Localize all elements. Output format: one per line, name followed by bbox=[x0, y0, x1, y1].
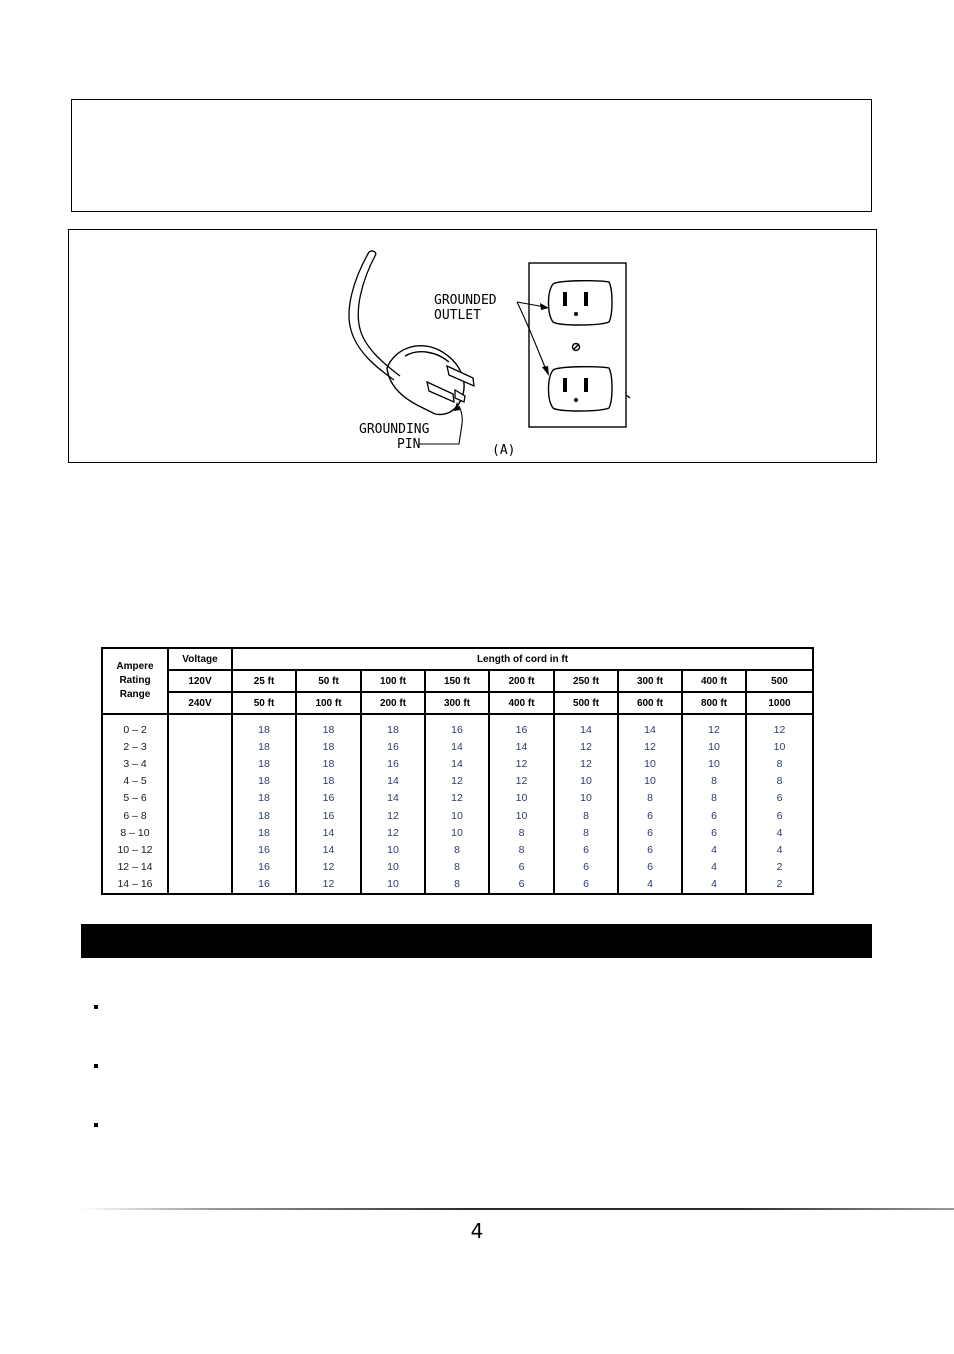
voltage-cell bbox=[168, 807, 232, 824]
length-120-header: 500 bbox=[746, 670, 813, 692]
voltage-cell bbox=[168, 714, 232, 738]
gauge-cell: 16 bbox=[296, 790, 361, 807]
voltage-cell bbox=[168, 738, 232, 755]
pin-label: PIN bbox=[397, 437, 421, 452]
gauge-cell: 18 bbox=[296, 738, 361, 755]
ampere-range-cell: 5 – 6 bbox=[102, 790, 168, 807]
length-120-header: 200 ft bbox=[489, 670, 554, 692]
gauge-cell: 18 bbox=[232, 807, 296, 824]
length-240-header: 800 ft bbox=[682, 692, 746, 714]
gauge-cell: 8 bbox=[682, 773, 746, 790]
gauge-cell: 8 bbox=[682, 790, 746, 807]
length-120-header: 100 ft bbox=[361, 670, 425, 692]
extension-cord-gauge-table bbox=[101, 647, 814, 895]
ampere-range-cell: 14 – 16 bbox=[102, 876, 168, 894]
length-120-header: 150 ft bbox=[425, 670, 489, 692]
gauge-cell: 10 bbox=[554, 773, 618, 790]
gauge-cell: 14 bbox=[425, 738, 489, 755]
gauge-cell: 18 bbox=[232, 773, 296, 790]
gauge-cell: 16 bbox=[232, 859, 296, 876]
gauge-cell: 16 bbox=[361, 738, 425, 755]
ampere-range-cell: 10 – 12 bbox=[102, 841, 168, 858]
gauge-cell: 18 bbox=[232, 755, 296, 772]
figure-caption: (A) bbox=[492, 443, 516, 458]
length-240-header: 1000 bbox=[746, 692, 813, 714]
table-row bbox=[102, 807, 813, 824]
bullet-marker bbox=[94, 1005, 98, 1009]
gauge-cell: 6 bbox=[746, 790, 813, 807]
gauge-cell: 8 bbox=[554, 824, 618, 841]
gauge-cell: 6 bbox=[554, 859, 618, 876]
gauge-cell: 6 bbox=[618, 824, 682, 841]
table-row bbox=[102, 790, 813, 807]
ampere-header: Ampere Rating Range bbox=[102, 648, 168, 714]
voltage-cell bbox=[168, 876, 232, 894]
table-row bbox=[102, 755, 813, 772]
gauge-cell: 4 bbox=[746, 824, 813, 841]
gauge-cell: 12 bbox=[554, 738, 618, 755]
gauge-cell: 14 bbox=[554, 714, 618, 738]
gauge-cell: 10 bbox=[746, 738, 813, 755]
voltage-cell bbox=[168, 841, 232, 858]
gauge-cell: 6 bbox=[746, 807, 813, 824]
bullet-marker bbox=[94, 1064, 98, 1068]
gauge-cell: 2 bbox=[746, 859, 813, 876]
gauge-cell: 6 bbox=[618, 807, 682, 824]
gauge-cell: 10 bbox=[618, 755, 682, 772]
footer-divider bbox=[80, 1208, 954, 1210]
length-240-header: 400 ft bbox=[489, 692, 554, 714]
gauge-cell: 8 bbox=[746, 773, 813, 790]
gauge-cell: 12 bbox=[618, 738, 682, 755]
gauge-cell: 10 bbox=[425, 807, 489, 824]
gauge-cell: 16 bbox=[425, 714, 489, 738]
plug-body bbox=[387, 346, 464, 415]
gauge-cell: 6 bbox=[682, 824, 746, 841]
gauge-cell: 10 bbox=[361, 859, 425, 876]
gauge-cell: 4 bbox=[682, 876, 746, 894]
gauge-cell: 4 bbox=[682, 859, 746, 876]
gauge-cell: 10 bbox=[554, 790, 618, 807]
grounded-plug-illustration bbox=[69, 230, 878, 464]
gauge-cell: 6 bbox=[618, 859, 682, 876]
table-row bbox=[102, 824, 813, 841]
section-header-bar bbox=[81, 924, 872, 958]
gauge-cell: 14 bbox=[296, 824, 361, 841]
ampere-range-cell: 8 – 10 bbox=[102, 824, 168, 841]
gauge-cell: 10 bbox=[425, 824, 489, 841]
gauge-cell: 14 bbox=[618, 714, 682, 738]
gauge-cell: 12 bbox=[296, 859, 361, 876]
gauge-cell: 14 bbox=[296, 841, 361, 858]
gauge-cell: 12 bbox=[425, 790, 489, 807]
voltage-240: 240V bbox=[168, 692, 232, 714]
gauge-cell: 8 bbox=[746, 755, 813, 772]
gauge-cell: 16 bbox=[361, 755, 425, 772]
gauge-cell: 18 bbox=[232, 790, 296, 807]
gauge-cell: 12 bbox=[682, 714, 746, 738]
outlet-plate bbox=[529, 263, 630, 427]
gauge-cell: 12 bbox=[296, 876, 361, 894]
gauge-cell: 10 bbox=[361, 841, 425, 858]
length-120-header: 250 ft bbox=[554, 670, 618, 692]
voltage-header: Voltage bbox=[168, 648, 232, 670]
gauge-cell: 16 bbox=[232, 841, 296, 858]
gauge-cell: 6 bbox=[554, 876, 618, 894]
gauge-cell: 6 bbox=[489, 859, 554, 876]
gauge-cell: 8 bbox=[425, 841, 489, 858]
gauge-cell: 6 bbox=[554, 841, 618, 858]
length-120-header: 25 ft bbox=[232, 670, 296, 692]
gauge-cell: 18 bbox=[296, 755, 361, 772]
gauge-cell: 16 bbox=[232, 876, 296, 894]
gauge-cell: 12 bbox=[489, 755, 554, 772]
table-row bbox=[102, 876, 813, 894]
grounded-label: GROUNDED bbox=[434, 293, 497, 308]
grounding-label: GROUNDING bbox=[359, 422, 430, 437]
gauge-cell: 10 bbox=[682, 755, 746, 772]
gauge-cell: 12 bbox=[554, 755, 618, 772]
voltage-cell bbox=[168, 790, 232, 807]
gauge-cell: 10 bbox=[489, 807, 554, 824]
table-row bbox=[102, 773, 813, 790]
gauge-cell: 4 bbox=[682, 841, 746, 858]
page-number: 4 bbox=[470, 1219, 484, 1243]
gauge-cell: 6 bbox=[489, 876, 554, 894]
grounding-figure-box bbox=[68, 229, 877, 463]
gauge-cell: 8 bbox=[489, 824, 554, 841]
gauge-cell: 12 bbox=[425, 773, 489, 790]
voltage-120: 120V bbox=[168, 670, 232, 692]
voltage-cell bbox=[168, 824, 232, 841]
gauge-cell: 14 bbox=[489, 738, 554, 755]
gauge-cell: 18 bbox=[232, 714, 296, 738]
table-row bbox=[102, 714, 813, 738]
voltage-cell bbox=[168, 773, 232, 790]
gauge-cell: 14 bbox=[425, 755, 489, 772]
gauge-cell: 10 bbox=[489, 790, 554, 807]
ampere-range-cell: 0 – 2 bbox=[102, 714, 168, 738]
gauge-cell: 12 bbox=[361, 807, 425, 824]
plug-prongs bbox=[427, 366, 474, 402]
gauge-cell: 16 bbox=[489, 714, 554, 738]
voltage-cell bbox=[168, 859, 232, 876]
table-row bbox=[102, 859, 813, 876]
gauge-cell: 10 bbox=[618, 773, 682, 790]
power-cord bbox=[349, 251, 400, 380]
table-row bbox=[102, 738, 813, 755]
length-120-header: 300 ft bbox=[618, 670, 682, 692]
length-240-header: 50 ft bbox=[232, 692, 296, 714]
gauge-cell: 18 bbox=[232, 738, 296, 755]
length-120-header: 50 ft bbox=[296, 670, 361, 692]
gauge-cell: 14 bbox=[361, 790, 425, 807]
bullet-marker bbox=[94, 1123, 98, 1127]
gauge-cell: 4 bbox=[746, 841, 813, 858]
gauge-cell: 18 bbox=[296, 773, 361, 790]
ampere-range-cell: 3 – 4 bbox=[102, 755, 168, 772]
length-240-header: 600 ft bbox=[618, 692, 682, 714]
ampere-range-cell: 6 – 8 bbox=[102, 807, 168, 824]
gauge-cell: 18 bbox=[361, 714, 425, 738]
gauge-cell: 12 bbox=[489, 773, 554, 790]
gauge-cell: 12 bbox=[361, 824, 425, 841]
gauge-cell: 8 bbox=[425, 859, 489, 876]
gauge-cell: 8 bbox=[618, 790, 682, 807]
gauge-cell: 4 bbox=[618, 876, 682, 894]
ampere-range-cell: 4 – 5 bbox=[102, 773, 168, 790]
length-240-header: 200 ft bbox=[361, 692, 425, 714]
voltage-cell bbox=[168, 755, 232, 772]
gauge-cell: 14 bbox=[361, 773, 425, 790]
gauge-cell: 18 bbox=[232, 824, 296, 841]
length-120-header: 400 ft bbox=[682, 670, 746, 692]
gauge-cell: 10 bbox=[361, 876, 425, 894]
length-240-header: 100 ft bbox=[296, 692, 361, 714]
ampere-range-cell: 2 – 3 bbox=[102, 738, 168, 755]
gauge-cell: 8 bbox=[554, 807, 618, 824]
gauge-cell: 8 bbox=[489, 841, 554, 858]
table-row bbox=[102, 841, 813, 858]
ampere-range-cell: 12 – 14 bbox=[102, 859, 168, 876]
gauge-cell: 6 bbox=[682, 807, 746, 824]
gauge-cell: 10 bbox=[682, 738, 746, 755]
gauge-cell: 12 bbox=[746, 714, 813, 738]
length-240-header: 500 ft bbox=[554, 692, 618, 714]
gauge-cell: 8 bbox=[425, 876, 489, 894]
gauge-cell: 2 bbox=[746, 876, 813, 894]
gauge-cell: 6 bbox=[618, 841, 682, 858]
outlet-label: OUTLET bbox=[434, 308, 481, 323]
notice-box bbox=[71, 99, 872, 212]
callout-arrows bbox=[455, 302, 547, 444]
gauge-cell: 16 bbox=[296, 807, 361, 824]
length-240-header: 300 ft bbox=[425, 692, 489, 714]
gauge-cell: 18 bbox=[296, 714, 361, 738]
length-header: Length of cord in ft bbox=[232, 648, 813, 670]
